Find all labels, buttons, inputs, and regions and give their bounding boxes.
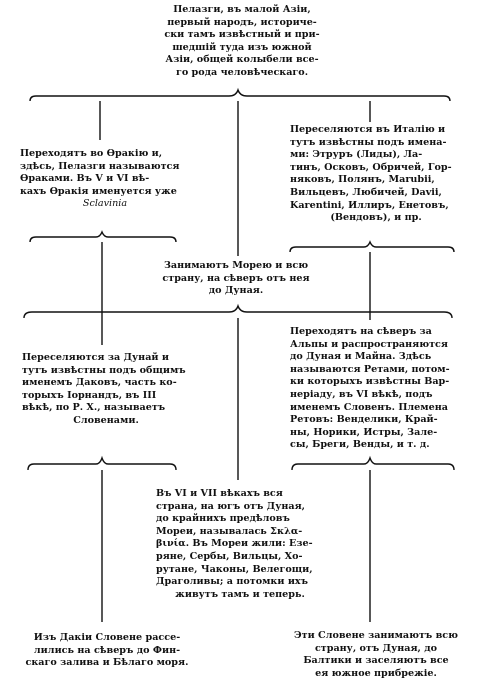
right2-line: Переходятъ на сѣверъ за — [290, 326, 432, 337]
left2-line: торыхъ Іорнандъ, въ III — [22, 389, 157, 401]
center2-line: живутъ тамъ и теперь. — [175, 588, 305, 600]
right2-line: называются Ретами, потом- — [290, 363, 450, 375]
center2-line: рутане, Чаконы, Велегощи, — [156, 563, 313, 575]
brace-left2 — [28, 458, 176, 470]
right2-line: Ретовъ: Венделики, Край- — [290, 414, 438, 426]
left2-line: тутъ извѣстны подъ общимъ — [22, 364, 186, 376]
left3-line: Изъ Дакіи Словене рассе- — [33, 632, 181, 643]
node-left3 — [22, 632, 192, 670]
right2-line: до Дуная и Майна. Здѣсь — [290, 351, 432, 363]
right2-line: Альпы и распространяются — [290, 338, 448, 350]
right2-line: сы, Бреги, Венды, и т. д. — [290, 439, 430, 451]
right1-line: ми: Этруръ (Лиды), Ла- — [290, 149, 423, 161]
center2-line: до крайнихъ предѣловъ — [156, 513, 290, 525]
left1-line: Sclavinia — [82, 198, 128, 210]
node-right2 — [290, 326, 460, 452]
left2-line: Словенами. — [73, 414, 139, 426]
right3-line: Балтики и заселяютъ все — [303, 655, 449, 667]
left1-line: здѣсь, Пелазги называются — [20, 160, 180, 172]
right2-line: именемъ Словенъ. Племена — [290, 401, 448, 413]
center2-line: ряне, Сербы, Вильцы, Хо- — [156, 550, 303, 562]
node-center1 — [150, 260, 322, 298]
right1-line: Вильцевъ, Любичей, Davii, — [290, 186, 442, 198]
node-root — [152, 4, 332, 80]
left3-line: лились на сѣверъ до Фин- — [33, 644, 181, 656]
right3-line: Эти Словене занимаютъ всю — [294, 630, 458, 641]
left3-line: скаго залива и Бѣлаго моря. — [25, 657, 189, 669]
node-left1 — [20, 148, 190, 211]
left1-line: кахъ Ѳракія именуется уже — [20, 185, 177, 197]
right3-line: страну, отъ Дуная, до — [314, 642, 438, 654]
center2-line: Драголивы; а потомки ихъ — [156, 576, 309, 588]
center2-line: страна, на югъ отъ Дуная, — [156, 500, 306, 512]
right2-line: неріаду, въ VI вѣкѣ, подъ — [290, 388, 433, 400]
right1-line: няковъ, Полянъ, Marubii, — [290, 174, 435, 186]
center2-line: Мореи, называлась Σκλα- — [156, 525, 303, 537]
root-line: первый народъ, историче- — [167, 16, 317, 28]
right2-line: ки которыхъ извѣстны Вар- — [290, 376, 450, 388]
left1-line: Переходятъ во Ѳракію и, — [20, 148, 163, 159]
center1-line: страну, на сѣверъ отъ нея — [162, 272, 310, 284]
center1-line: Занимаютъ Морею и всю — [163, 260, 309, 271]
node-right3 — [290, 630, 462, 680]
center1-line: до Дуная. — [208, 285, 264, 297]
brace-right2 — [292, 458, 454, 470]
brace-top — [30, 90, 450, 101]
root-line: шедшій туда изъ южной — [172, 41, 312, 53]
brace-right1 — [290, 242, 454, 252]
root-line: Пелазги, въ малой Азіи, — [173, 4, 311, 15]
left2-line: вѣкѣ, по Р. Х., называетъ — [22, 402, 166, 414]
center2-line: βινία. Въ Мореи жили: Езе- — [156, 538, 313, 550]
root-line: Азіи, общей колыбели все- — [165, 54, 319, 66]
left2-line: Переселяются за Дунай и — [22, 352, 169, 363]
right1-line: Переселяются въ Италію и — [290, 124, 446, 135]
brace-center1 — [24, 306, 452, 318]
left1-line: Ѳраками. Въ V и VI вѣ- — [20, 173, 150, 185]
right1-line: Karentini, Иллиръ, Енетовъ, — [290, 199, 449, 211]
node-center2 — [156, 488, 324, 601]
right1-line: (Вендовъ), и пр. — [330, 212, 422, 224]
node-right1 — [290, 124, 462, 225]
right1-line: тутъ извѣстны подъ имена- — [290, 136, 447, 148]
right1-line: тинъ, Осковъ, Обричей, Гор- — [290, 161, 452, 173]
right2-line: ны, Норики, Истры, Зале- — [290, 426, 438, 438]
left2-line: именемъ Даковъ, часть ко- — [22, 377, 177, 389]
center2-line: Въ VI и VII вѣкахъ вся — [156, 488, 283, 499]
node-left2 — [22, 352, 190, 428]
right3-line: ея южное прибрежіе. — [315, 667, 437, 679]
root-line: го рода человѣческаго. — [175, 66, 309, 78]
root-line: ски тамъ извѣстный и при- — [164, 29, 320, 41]
brace-left1 — [30, 232, 176, 242]
